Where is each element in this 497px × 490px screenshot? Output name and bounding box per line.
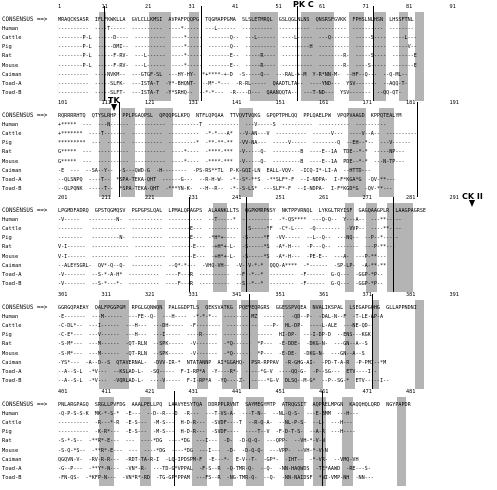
species-sequence: -S-*-S-- -**R*-E--- --- ----*DG ----*DG ---I--- -D- -D-Q-Q- ---QPP- --VH-*-V-N [58,438,325,445]
species-label: Caiman [2,167,22,174]
species-label: Mouse [2,350,19,357]
species-label: Cattle [2,131,22,138]
column-number: 171 [362,100,372,106]
column-number: 151 [275,100,285,106]
column-number: 31 [188,4,195,10]
species-sequence: V-I------ ------------ ---------- -------E--- -+H*+-L- -S-----*S -A*-H--- -PE-E-- ---A- ---P-**--- [58,253,387,260]
species-sequence: -E------- ---M------ ---FE--Q- ---H---- -*-*-*-- ---------MZ ------- -QD--P- -DAL-N--F -T-LE-AP-A [58,314,384,321]
species-sequence: --QLPQNK -----T-- *SPA-TEKA-QHT -***YN-K- --H--R-- -*--S-LS* ---SLF*-F --I-NDPA- I-F*KGD*G -QV-**--- [58,185,393,192]
column-number: 421 [145,389,155,395]
species-label: Caiman [2,71,22,78]
species-label: Cattle [2,323,22,330]
species-sequence: -FN-QS- -*KFP-N--- -VN*R*-RD -TG-GP*PPAM ---FS--R -NG-TMR-Q- --Q- -NN-NAIDSF *NI-VMP-NH -NN--- [58,474,374,481]
species-sequence: --------P-L -----DMI-- ---------- ----*----- -------Q-- ---------- ---------H ---------- ---------- -----V-- [58,44,417,51]
species-label: Rat [2,341,12,348]
species-sequence: ---------- -----SLFT- ---ISTA-T -Y*SRHQ-- --*-*--- -R----D--- QAANQQTA-- ---T-ND--- YSV------- --QQ-QT- [58,89,402,96]
species-label: Human [2,122,19,129]
site-marker-label: TK [108,96,120,105]
species-sequence: -C-DL*-- ---I------ ---H--- ---DH----- -F-------- ---------- ---P- HL-DP- ----L-ALE ---NE-QD-- [58,323,374,330]
species-label: Pig [2,44,12,51]
site-marker-arrow-icon [111,104,117,111]
species-label: Caiman [2,456,22,463]
species-sequence: --------P-L -----F-RV- ---L------ ----*----- -------E-- -----R---- ---------- --------R- ----S----- -------E [58,62,417,69]
species-sequence: ---------- -K-R*--- -E-S--- -M-S--- H-D-R--- -SVDF---- ----T--V -F-D-T-S- --A-R ---H---- [58,429,356,436]
column-number: 331 [188,292,198,298]
column-number: 471 [362,389,372,395]
column-number: 401 [58,389,68,395]
column-number: 1 [58,4,62,10]
column-number: 431 [188,389,198,395]
species-sequence: ---------- -----SLFK- ---ISTA-T -Y*-BHQNT- --M*-*--- -R-RL----- QAADTLTA-- ----YND--- YSV------- --AQQ-T- [58,80,408,87]
species-sequence: G***** --- ---------- ---------- ----*---- -****-*** -V-----Q- ---------B ----E--1A TDE--*-* -----NP--- [58,149,405,156]
consensus-sequence: LPGMDFADRQ GPSTQGMQSV PGPGPSLQAL LPMALQPAGPS ALAANKLLTS QGPKMRPNSY NKTPPVRNQL LYKGLTRYISF GAGQAAGPLR LAAGPAGRSE [58,208,427,214]
species-label: Toad-A [2,368,22,375]
column-number: 11 [101,4,108,10]
species-label: Human [2,411,19,418]
column-number: 481 [406,389,416,395]
column-number: 241 [232,195,242,201]
column-number: 221 [145,195,155,201]
column-number: 451 [275,389,285,395]
alignment-block [0,389,497,490]
column-number: 81 [406,4,413,10]
species-sequence: -C-E*--- ---V------ ---H--- ---I----- ----R----- --------- ----- HI-DP- ---I-DP-D --ENS---KGK [58,332,371,339]
species-sequence: QGQVN-V- -RV-R-R--- -RDT-TA-R-I -LQ-IPDSPM-F -E---*- E-V--T- -GP*- -IHT-- -*-VR- --VMQ-VH [58,456,359,463]
column-number: 111 [101,100,111,106]
alignment-block [0,195,497,296]
species-label: Toad-A [2,271,22,278]
species-label: Toad-B [2,185,22,192]
species-label: Pig [2,332,12,339]
column-number: 211 [101,195,111,201]
consensus-sequence: MRAQCKSASR IFLFKWKLLA GVLCLLKMSI AVPAFPQQPG TQGMAPPGMA SLSLETMRQL GSLQGLNLNS QNSRSFGVKK FPHSLNLHSN LHSSFTNL [58,17,414,23]
species-label: Toad-A [2,465,22,472]
species-label: Toad-B [2,377,22,384]
species-sequence: --A--S-L -*V--- -VQRLAD-L- ----V----- F-I-RP*A -YQ----Z- -----*G-V DLSQ--M-G* --P--SG-* ETV-----I-- [58,377,390,384]
species-sequence: --QLSNPQ ----T-- *SPA-TEKA-QHT ------G--- --R-H-W- -*--S*-**S -**SLF*-F --I-NDPA- I-F*KGA*G -QV-**--- [58,176,396,183]
species-label: Caiman [2,262,22,269]
column-number: 191 [449,100,459,106]
column-number: 101 [58,100,68,106]
column-number: 161 [319,100,329,106]
column-number: 141 [232,100,242,106]
species-sequence: -G--P--- -**Y*-N--- -VN*-R- ---TD-G*VPPAL -F-S--R -Q-TMR-Q- --Q- -NN-HAQWDS -TE*AAWD -RE---S- [58,465,371,472]
species-label: Pig [2,429,12,436]
column-number: 381 [406,292,416,298]
site-marker-label: CK II [462,192,483,201]
species-label: Mouse [2,447,19,454]
site-marker-label: PK C [293,0,314,9]
site-marker-arrow-icon [469,200,475,207]
column-number: 311 [101,292,111,298]
column-number: 181 [406,100,416,106]
column-number: 371 [362,292,372,298]
column-number: 231 [188,195,198,201]
species-label: Mouse [2,158,19,165]
consensus-sequence: PNLARGPAGQ SRGLLPVFDG AAALPELLPQ LAAVYESYTQA DDRPPLRVNT SAYMEGYMTP ATRQGSIT AQPAELMPGN KAQQHQLQRD NGYPAPDR [58,402,411,408]
column-number: 341 [232,292,242,298]
species-sequence: +******* ----T------- ---------- ---------- -*-*---A* --V-AN---V ---------- ------V--- ----V--A-- ---------- [58,131,417,138]
species-sequence: --A--S-L -*V--- --KSLAD-L- -SQ----- F-I-RP*A -Y----R*- -----*G-V ----QQ-G- -P--SG--- ETV----I-- [58,368,377,375]
species-label: Mouse [2,62,19,69]
species-sequence: -E --- --SA--Y-- -S---QWD-G -H-------- -PS-RS**TL P-K-GQI-LN EALL-VQV- -ICQ-I*-LI-A --HTTD--- [58,167,371,174]
species-sequence: +***** --- ---N------ ---------- ---------T ---------- ---V-----S ---------- ---------- ---------- [58,122,387,129]
species-label: Cattle [2,226,22,233]
species-sequence: G***** --- ---------- ---------- ----*---- -****-*** -V-----Q- ---------B ----E--1A PDE--*-* ---N-TP--- [58,158,405,165]
species-label: Toad-B [2,280,22,287]
species-sequence: -S-M*--- ---M------ -QT-RLN --SPK----- -V------- -*Q------ *P--- -E-DDE- -DKG-N- ---GN--A--S [58,341,368,348]
species-label: Pig [2,140,12,147]
species-label: Rat [2,149,12,156]
column-number: 21 [145,4,152,10]
column-number: 251 [275,195,285,201]
column-number: 441 [232,389,242,395]
consensus-sequence: RQRRRRHTQ QTYSLRHP PPLPGAQPSL QPQQPGLKPQ NTFLQPQAA TTVQVTVQKG GPQPTPHLQQ PPLQAELPW VPQPVAAGD KPPQTEALYM [58,113,402,119]
species-sequence: -------- ---------N- ---------- -------E--- -*H*+---- -S-----*F -VV----- --L--Q-- ---NQ-- --P--*----- [58,235,399,242]
species-label: Toad-A [2,80,22,87]
species-label: Rat [2,244,12,251]
species-sequence: ---------- -R---*-R -E-S--- -M-S--- H-D-R--- -SVDF----T --R-Q-A- --NL-P-S- --L- ---H--- [58,420,353,427]
column-number: 61 [319,4,326,10]
column-number: 281 [406,195,416,201]
consensus-label: CONSENSUS ==> [2,17,48,23]
species-label: Human [2,26,19,33]
species-sequence: -V----- ---------N- ----------- ----------- --T-----* ---------- -*-QS**** ---Q-Q-- Y---A-- ---**----- [58,217,402,224]
species-sequence: V-I------ ------------ ---------- -------E--- -+H*+-L- -S-----*S -A*-H--- -P---Q-- ------- ---P-**--- [58,244,396,251]
column-number: 391 [449,292,459,298]
alignment-block [0,292,497,393]
alignment-block [0,100,497,201]
consensus-label: CONSENSUS ==> [2,402,48,408]
column-number: 41 [232,4,239,10]
species-sequence: ---------- ----T----- ---------- ----*----- ---L------ ---------- ---------- ---------- ---------- -------- [58,26,414,33]
column-number: 131 [188,100,198,106]
consensus-label: CONSENSUS ==> [2,305,48,311]
alignment-block [0,4,497,105]
species-sequence: -V------- --S-*---*- ---------- ----F---R ---------- --S--*--* -------- -F------ G-Q--- -GGP-*P-- [58,280,384,287]
species-sequence: ---------- ----NVKM-- ---GTGF-SL ---HY-HY- *+****-+-D -S-----Q-- ---RAL-+-M Y-R*NN-M- --HF--Q--- --Q-ML-- [58,71,408,78]
species-sequence: --------P-L -----F-RV- ---L------ ----*----- -------E-- -----R---- ---------- --------R- -----S---- -------E [58,53,417,60]
species-label: Human [2,314,19,321]
column-number: 321 [145,292,155,298]
column-number: 91 [449,4,456,10]
species-label: Rat [2,438,12,445]
species-label: Caiman [2,359,22,366]
species-label: Toad-B [2,474,22,481]
column-number: 411 [101,389,111,395]
species-sequence: -V------- --S-*-A-H* ---------- ----F---R ---------- --F--*--* -------- -F------ G-Q--- -GGP-*P-- [58,271,384,278]
species-sequence: -YS*--- -A--D--S QTAVERNAL- -DVV-IR-* NTATANNP AI*GGAHQ- PSR-RPPAV -R-GHG-AI- -PD-T-A-R -P-PMI--*M [58,359,387,366]
column-number: 361 [319,292,329,298]
species-label: Rat [2,53,12,60]
species-sequence: -Q-P-S-S-K MK-*-S-* -E--- --D--R---D -R--- ---T-VS-A- ---T-N-- --NL-Q-S- ---E-BMM ---H--- [58,411,359,418]
species-sequence: -S-Q-*S-- -**R*-E--- --- ----*DG ----*DG ---I--- -D- -D-Q-Q- ---VPP- --VH-*-V-N [58,447,328,454]
column-number: 351 [275,292,285,298]
species-label: Mouse [2,253,19,260]
species-label: Human [2,217,19,224]
species-label: Toad-A [2,176,22,183]
column-number: 201 [58,195,68,201]
column-number: 301 [58,292,68,298]
species-label: Cattle [2,35,22,42]
column-number: 291 [449,195,459,201]
column-number: 261 [319,195,329,201]
consensus-label: CONSENSUS ==> [2,113,48,119]
species-sequence: -------- ----------- ---------- -------E--- ---------- -S-----*F -C*-L--- -Q-------- -VVP-- ----**---- [58,226,402,233]
column-number: 271 [362,195,372,201]
species-sequence: ********* --- ------ ---------- ---------* -**-**-** -VV-NA--- -----V----- --------Q --EH--*-- ---V------ [58,140,411,147]
species-sequence: --------P-L -----D---- ---------- ----*----- -------Q-- ---L------ ----L----- ---Q------ -----S---- ----L--- [58,35,417,42]
consensus-label: CONSENSUS ==> [2,208,48,214]
column-number: 121 [145,100,155,106]
species-sequence: -S-M*--- ---M------ -QT-RLN --SPK----- -V------- -*Q------ *P--- -E-DE- -DKG-N- ---GN--A--S [58,350,365,357]
species-sequence: --ALEYSGRL- QV*-Q--Q- ---------- --Q*-*--- -VHQ-VH-- -V--V-*-* QQQ-A**** -*------ -SP-LP- -A-**-** [58,262,387,269]
consensus-sequence: GGRGQPAEAY QALFPGGPGM RPGLGQNWQN PALGGDPTLS QEKSVATKG PQEVEQRGRS GGESSPVQEA NVALIKSPAL LSEGAPGQHG GLLAPPNDNI [58,305,417,311]
species-label: Pig [2,235,12,242]
column-number: 461 [319,389,329,395]
column-number: 51 [275,4,282,10]
species-label: Cattle [2,420,22,427]
species-label: Toad-B [2,89,22,96]
column-number: 71 [362,4,369,10]
